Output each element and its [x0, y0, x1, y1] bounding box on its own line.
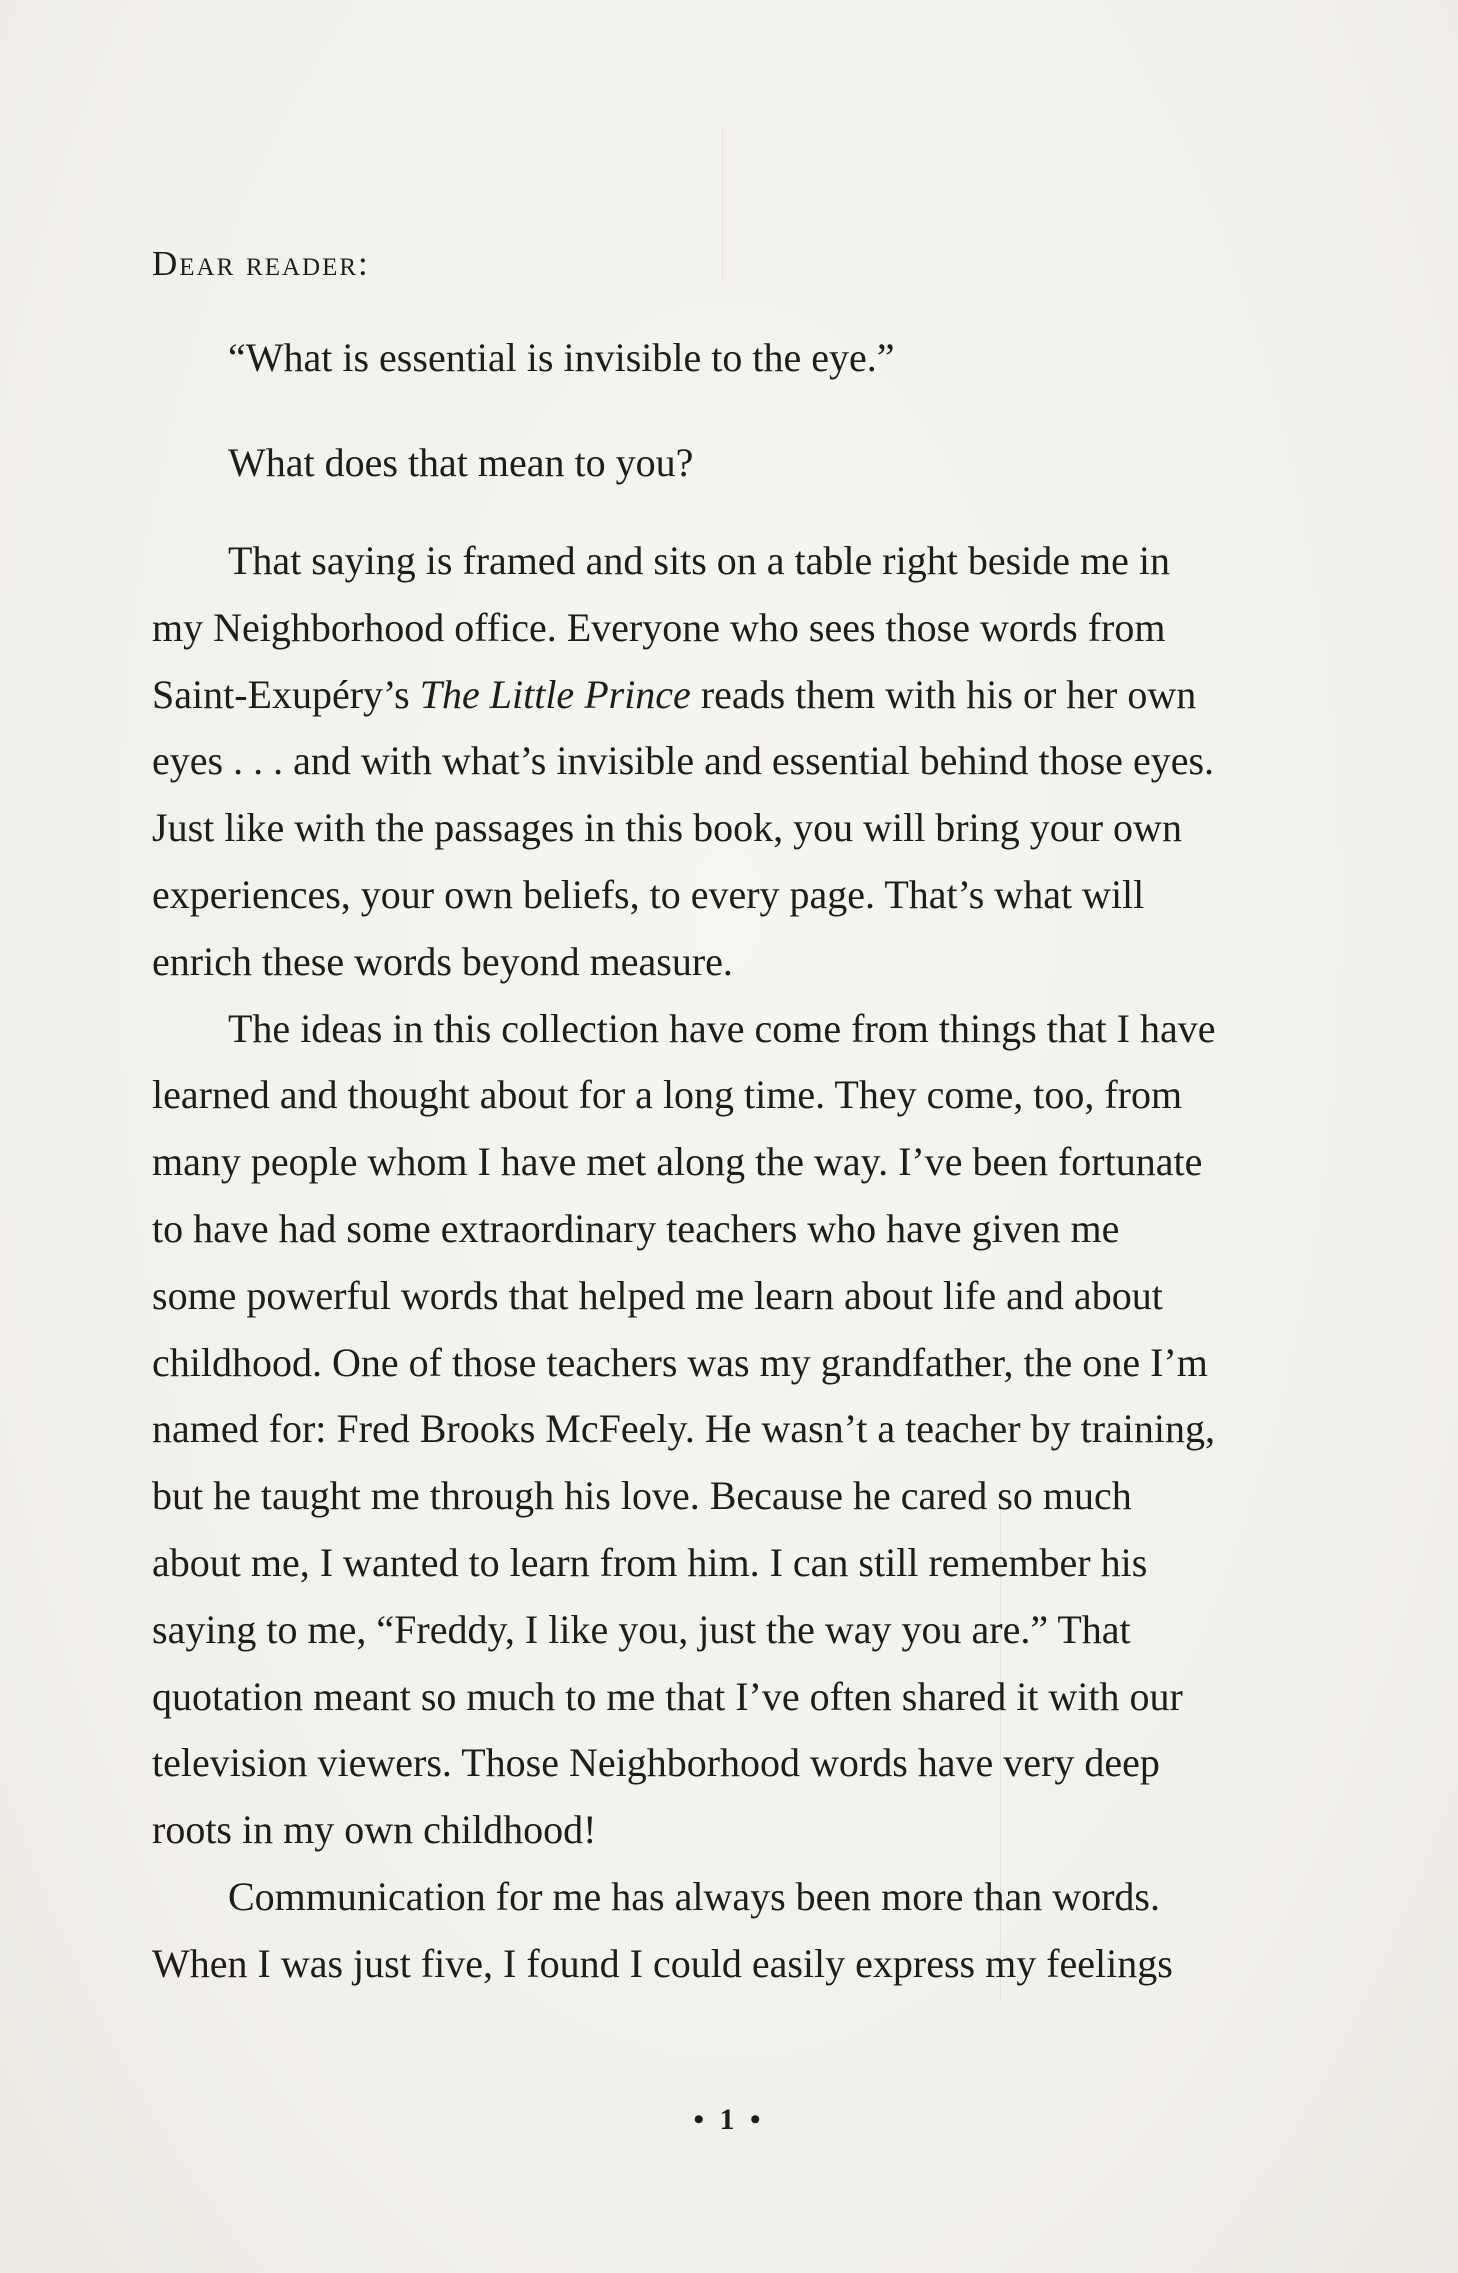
- paragraph-2-line: but he taught me through his love. Because he cared so much: [152, 1473, 1132, 1519]
- paragraph-2-line: to have had some extraordinary teachers who have given me: [152, 1205, 1120, 1251]
- question-block: [152, 430, 1302, 497]
- paragraph-2-line: childhood. One of those teachers was my grandfather, the one I’m: [152, 1339, 1208, 1385]
- paragraph-1-line: experiences, your own beliefs, to every page. That’s what will: [152, 871, 1145, 917]
- paragraph-1-line: my Neighborhood office. Everyone who sees those words from: [152, 604, 1166, 650]
- text-run: reads them with his or her own: [690, 671, 1197, 717]
- paragraph-2-line: quotation meant so much to me that I’ve often shared it with our: [152, 1673, 1183, 1719]
- paragraph-2-line: learned and thought about for a long time. They come, too, from: [152, 1072, 1183, 1118]
- salutation: Dear reader:: [152, 244, 370, 283]
- paragraph-2-line: roots in my own childhood!: [152, 1807, 597, 1853]
- paragraph-2-line: about me, I wanted to learn from him. I can still remember his: [152, 1539, 1148, 1585]
- paragraph-2-line: The ideas in this collection have come from things that I have: [228, 1005, 1216, 1051]
- paragraph-1-line: [152, 662, 1302, 729]
- opening-lines: [152, 325, 1302, 392]
- paper-crease: [722, 130, 723, 280]
- text-run: Saint-Exupéry’s: [152, 671, 420, 717]
- paragraph-1-line: Just like with the passages in this book, you will bring your own: [152, 805, 1182, 851]
- paragraph-1-line: eyes . . . and with what’s invisible and essential behind those eyes.: [152, 738, 1215, 784]
- paragraph-2-line: saying to me, “Freddy, I like you, just the way you are.” That: [152, 1606, 1131, 1652]
- quote-line: “What is essential is invisible to the eye.”: [228, 335, 895, 380]
- question-line: What does that mean to you?: [228, 440, 694, 485]
- paragraph-2-line: many people whom I have met along the way. I’ve been fortunate: [152, 1139, 1203, 1185]
- paragraph-2-line: television viewers. Those Neighborhood words have very deep: [152, 1740, 1160, 1786]
- book-title: The Little Prince: [419, 671, 691, 717]
- page-number: • 1 •: [693, 2103, 765, 2136]
- paragraph-1-line: That saying is framed and sits on a table right beside me in: [228, 538, 1170, 583]
- paragraph-2-line: named for: Fred Brooks McFeely. He wasn’t a teacher by training,: [152, 1406, 1216, 1452]
- body-text: [152, 528, 1302, 1998]
- paragraph-3-line: Communication for me has always been more than words.: [228, 1873, 1160, 1919]
- paragraph-3-line: When I was just five, I found I could easily express my feelings: [152, 1940, 1173, 1986]
- paragraph-2-line: some powerful words that helped me learn about life and about: [152, 1272, 1163, 1318]
- paragraph-1-line: enrich these words beyond measure.: [152, 938, 733, 984]
